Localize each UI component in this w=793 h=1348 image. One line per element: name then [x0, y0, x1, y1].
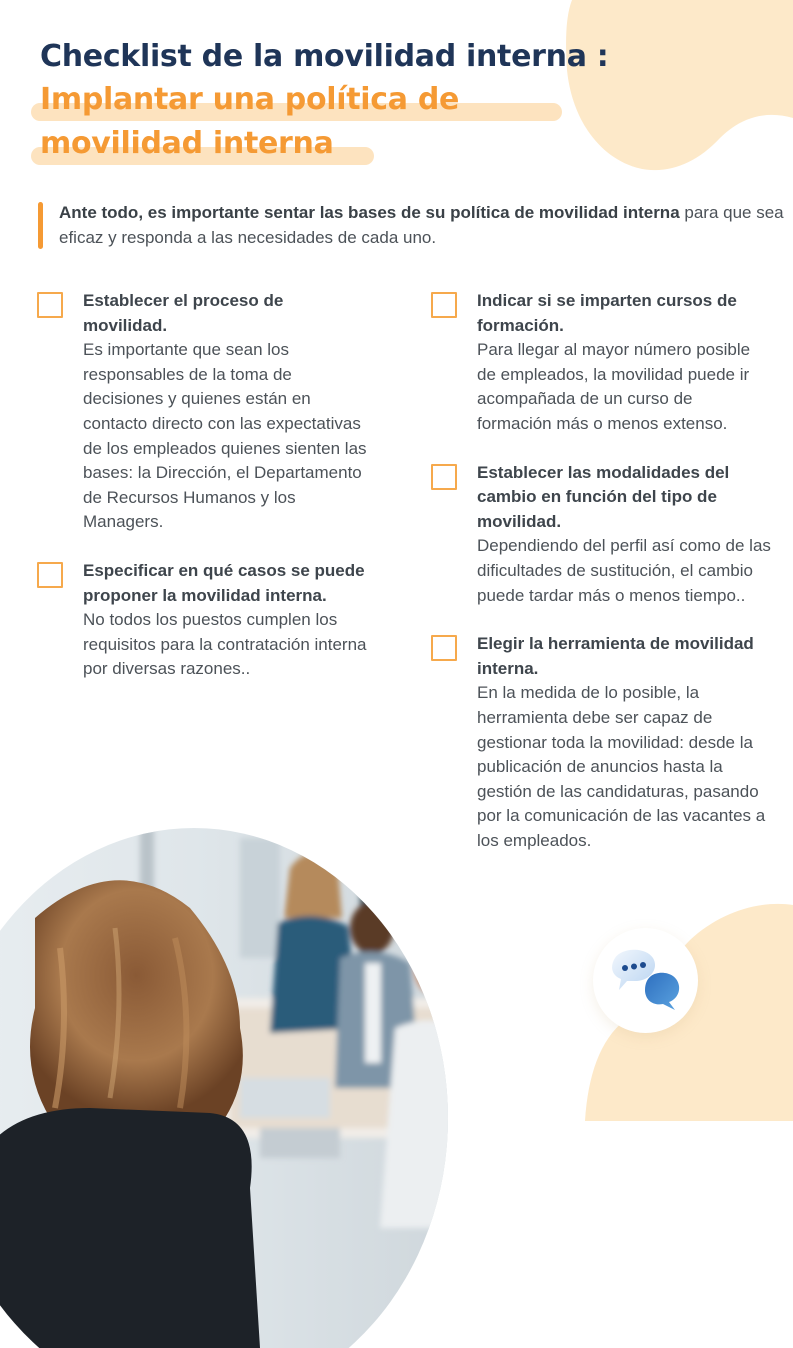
- checklist-item: [431, 461, 771, 609]
- item-title: Establecer el proceso de movilidad.: [83, 291, 284, 335]
- item-title: Especificar en qué casos se puede proponer la movilidad interna.: [83, 560, 365, 605]
- item-title: Indicar si se imparten cursos de formación.: [477, 291, 737, 335]
- meeting-photo: [0, 828, 448, 1348]
- checklist-left-column: [37, 289, 367, 682]
- checklist-right-column: [431, 289, 771, 853]
- chat-icon-badge: [593, 928, 698, 1033]
- item-body: Para llegar al mayor número posible de empleados, la movilidad puede ir acompañada de un curso de formación más o menos extenso.: [477, 340, 751, 433]
- item-body: No todos los puestos cumplen los requisitos para la contratación interna por diversas razones..: [83, 610, 367, 679]
- intro-bold-text: Ante todo, es importante sentar las bases de su política de movilidad interna: [59, 203, 680, 222]
- item-body: Es importante que sean los responsables de la toma de decisiones y quienes están en contacto directo con las expectativas de los empleados quienes sienten las bases: la Dirección, el Departamento de Recursos Humanos y los Managers.: [83, 340, 367, 532]
- title-main: Checklist de la movilidad interna :: [40, 39, 609, 74]
- checkbox[interactable]: [431, 292, 457, 318]
- chat-bubbles-icon: [593, 928, 698, 1033]
- checkbox[interactable]: [37, 292, 63, 318]
- title-subtitle-line1: Implantar una política de: [40, 82, 460, 117]
- checkbox[interactable]: [431, 464, 457, 490]
- checkbox[interactable]: [431, 635, 457, 661]
- page-title: [40, 36, 608, 166]
- intro-accent-bar: [38, 202, 43, 249]
- checklist-item: [431, 632, 771, 853]
- checkbox[interactable]: [37, 562, 63, 588]
- item-body: En la medida de lo posible, la herramienta debe ser capaz de gestionar toda la movilidad: desde la publicación de anuncios hasta la gestión de las candidaturas, pasando por la comunicación de las vacantes a los empleados.: [477, 683, 766, 850]
- item-body: Dependiendo del perfil así como de las dificultades de sustitución, el cambio puede tardar más o menos tiempo..: [477, 536, 771, 605]
- title-subtitle-line2: movilidad interna: [40, 126, 334, 161]
- item-title: Establecer las modalidades del cambio en función del tipo de movilidad.: [477, 462, 730, 531]
- checklist-item: [37, 559, 367, 682]
- intro-regular-text: para que sea eficaz y responda a las necesidades de cada uno.: [59, 203, 784, 247]
- item-title: Elegir la herramienta de movilidad interna.: [477, 634, 754, 678]
- intro-paragraph: [38, 200, 793, 250]
- checklist-item: [37, 289, 367, 535]
- checklist-item: [431, 289, 771, 437]
